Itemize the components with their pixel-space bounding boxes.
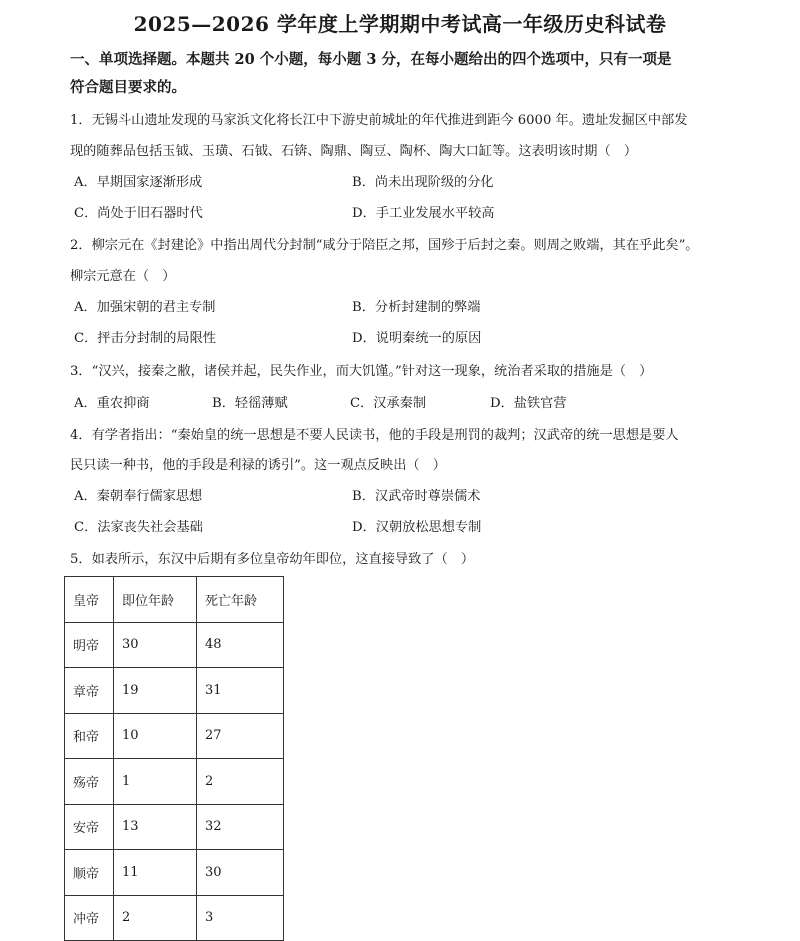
question-4-option-c[interactable]: C．法家丧失社会基础 bbox=[74, 520, 203, 535]
question-1-option-c[interactable]: C．尚处于旧石器时代 bbox=[74, 206, 203, 221]
question-1-line-1: 1．无锡斗山遗址发现的马家浜文化将长江中下游史前城址的年代推进到距今 6000 年。遗址发掘区中部发 bbox=[70, 113, 688, 128]
question-2-option-c[interactable]: C．抨击分封制的局限性 bbox=[74, 331, 216, 346]
death-age-cell: 32 bbox=[197, 804, 284, 850]
table-header-row bbox=[65, 577, 284, 623]
accession-age-cell: 1 bbox=[114, 759, 197, 805]
question-4-line-1: 4．有学者指出：“秦始皇的统一思想是不要人民读书，他的手段是刑罚的裁判；汉武帝的统一思想是要人 bbox=[70, 428, 679, 443]
table-row bbox=[65, 622, 284, 668]
question-3-option-a[interactable]: A．重农抑商 bbox=[74, 396, 150, 411]
question-4-line-2: 民只读一种书，他的手段是利禄的诱引”。这一观点反映出（ ） bbox=[70, 458, 446, 473]
emperor-name-cell: 和帝 bbox=[65, 713, 114, 759]
question-1-line-2: 现的随葬品包括玉钺、玉璜、石钺、石锛、陶鼎、陶豆、陶杯、陶大口缸等。这表明该时期（ ） bbox=[70, 144, 638, 159]
question-3-option-d[interactable]: D．盐铁官营 bbox=[490, 396, 567, 411]
table-header-cell: 死亡年龄 bbox=[197, 577, 284, 623]
accession-age-cell: 13 bbox=[114, 804, 197, 850]
death-age-cell: 30 bbox=[197, 850, 284, 896]
question-1-option-d[interactable]: D．手工业发展水平较高 bbox=[352, 206, 495, 221]
question-2-line-1: 2．柳宗元在《封建论》中指出周代分封制“咸分于陪臣之邦，国殄于后封之秦。则周之败端，其在乎此矣”。 bbox=[70, 238, 699, 253]
section-heading-line-1: 一、单项选择题。本题共 20 个小题，每小题 3 分，在每小题给出的四个选项中，只有一项是 bbox=[70, 51, 672, 68]
table-row bbox=[65, 759, 284, 805]
death-age-cell: 3 bbox=[197, 895, 284, 941]
emperor-name-cell: 明帝 bbox=[65, 622, 114, 668]
exam-title: 2025—2026 学年度上学期期中考试高一年级历史科试卷 bbox=[133, 12, 667, 36]
emperor-name-cell: 顺帝 bbox=[65, 850, 114, 896]
accession-age-cell: 19 bbox=[114, 668, 197, 714]
table-row bbox=[65, 850, 284, 896]
table-header-cell: 即位年龄 bbox=[114, 577, 197, 623]
question-4-option-d[interactable]: D．汉朝放松思想专制 bbox=[352, 520, 482, 535]
table-row bbox=[65, 668, 284, 714]
accession-age-cell: 30 bbox=[114, 622, 197, 668]
death-age-cell: 48 bbox=[197, 622, 284, 668]
death-age-cell: 27 bbox=[197, 713, 284, 759]
emperor-name-cell: 冲帝 bbox=[65, 895, 114, 941]
accession-age-cell: 10 bbox=[114, 713, 197, 759]
question-2-option-b[interactable]: B．分析封建制的弊端 bbox=[352, 300, 481, 315]
question-2-option-a[interactable]: A．加强宋朝的君主专制 bbox=[74, 300, 216, 315]
death-age-cell: 2 bbox=[197, 759, 284, 805]
question-5-line-1: 5．如表所示，东汉中后期有多位皇帝幼年即位，这直接导致了（ ） bbox=[70, 552, 475, 567]
question-4-option-a[interactable]: A．秦朝奉行儒家思想 bbox=[74, 489, 203, 504]
table-row bbox=[65, 713, 284, 759]
question-3-option-b[interactable]: B．轻徭薄赋 bbox=[212, 396, 288, 411]
question-1-option-a[interactable]: A．早期国家逐渐形成 bbox=[74, 175, 203, 190]
question-3-line-1: 3．“汉兴，接秦之敝，诸侯并起，民失作业，而大饥馑。”针对这一现象，统治者采取的措施是（ ） bbox=[70, 364, 653, 379]
question-3-option-c[interactable]: C．汉承秦制 bbox=[350, 396, 427, 411]
section-heading bbox=[70, 46, 740, 102]
question-1-option-b[interactable]: B．尚未出现阶级的分化 bbox=[352, 175, 494, 190]
section-heading-line-2: 符合题目要求的。 bbox=[70, 79, 186, 96]
question-2-option-d[interactable]: D．说明秦统一的原因 bbox=[352, 331, 482, 346]
table-row bbox=[65, 895, 284, 941]
accession-age-cell: 2 bbox=[114, 895, 197, 941]
table-row bbox=[65, 804, 284, 850]
question-4-option-b[interactable]: B．汉武帝时尊崇儒术 bbox=[352, 489, 481, 504]
emperor-age-table bbox=[64, 576, 284, 941]
emperor-name-cell: 安帝 bbox=[65, 804, 114, 850]
question-2-line-2: 柳宗元意在（ ） bbox=[70, 269, 176, 284]
emperor-name-cell: 章帝 bbox=[65, 668, 114, 714]
table-header-cell: 皇帝 bbox=[65, 577, 114, 623]
accession-age-cell: 11 bbox=[114, 850, 197, 896]
death-age-cell: 31 bbox=[197, 668, 284, 714]
emperor-name-cell: 殇帝 bbox=[65, 759, 114, 805]
